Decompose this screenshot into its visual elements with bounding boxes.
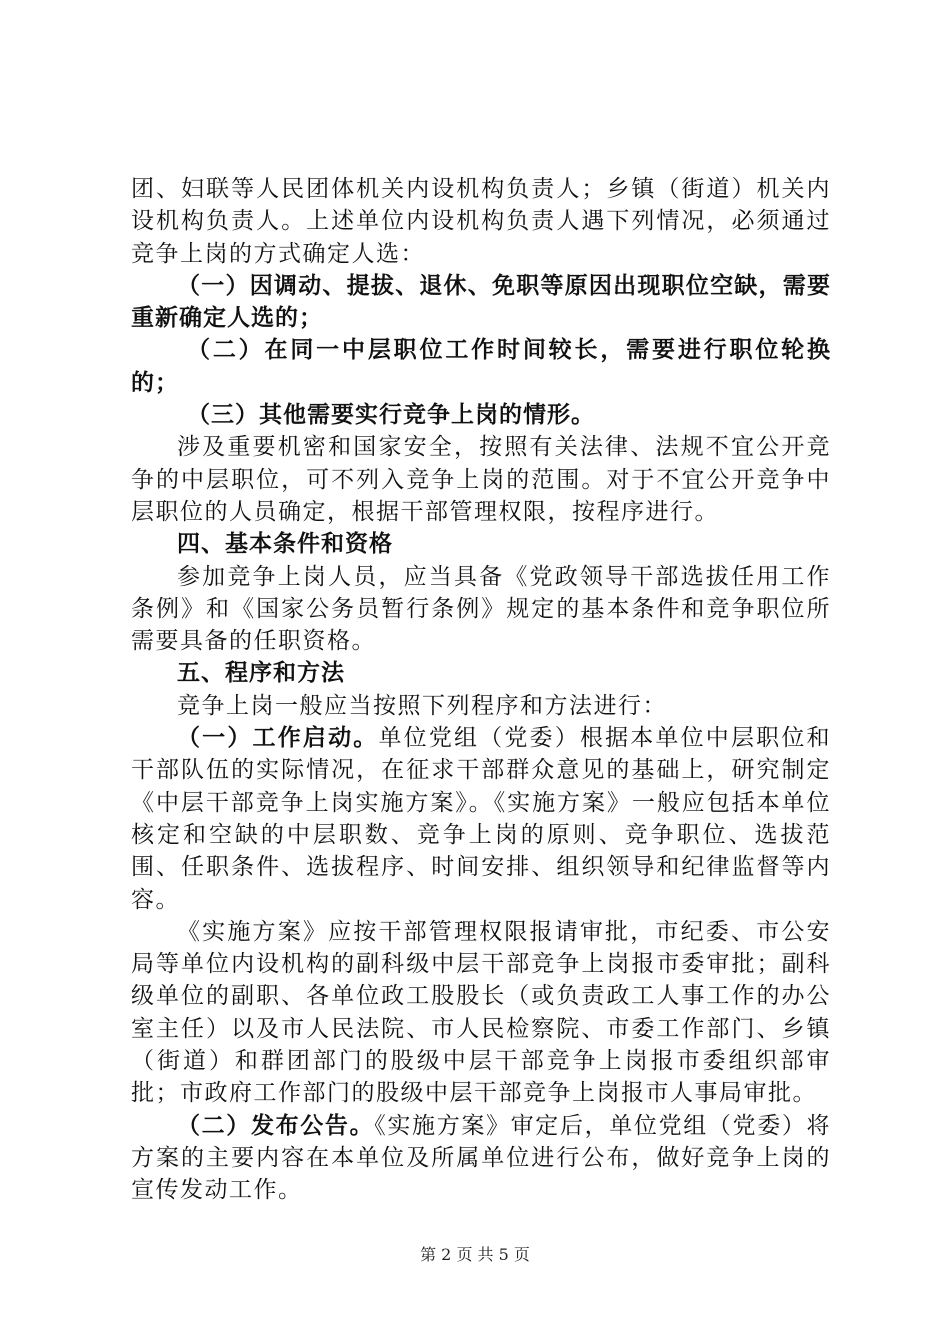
document-body <box>131 173 831 1207</box>
paragraph-procedure: 竞争上岗一般应当按照下列程序和方法进行： <box>177 692 667 719</box>
step-2-lead: （二）发布公告。 <box>177 1112 375 1139</box>
step-1-lead: （一）工作启动。 <box>177 725 379 752</box>
case-item-2: （二）在同一中层职位工作时间较长，需要进行职位轮换的； <box>131 337 831 396</box>
section-heading-5: 五、程序和方法 <box>177 660 345 687</box>
step-2-text: 《实施方案》审定后，单位党组（党委）将方案的主要内容在本单位及所属单位进行公布，做好竞争上岗的宣传发动工作。 <box>131 1112 832 1204</box>
page-footer: 第 2 页 共 5 页 <box>420 1245 530 1264</box>
paragraph-approval: 《实施方案》应按干部管理权限报请审批，市纪委、市公安局等单位内设机构的副科级中层干部竞争上岗报市委审批；副科级单位的副职、各单位政工股股长（或负责政工人事工作的办公室主任）以及市人民法院、市人民检察院、市委工作部门、乡镇（街道）和群团部门的股级中层干部竞争上岗报市委组织部审批；市政府工作部门的股级中层干部竞争上岗报市人事局审批。 <box>131 918 831 1107</box>
paragraph-intro: 团、妇联等人民团体机关内设机构负责人；乡镇（街道）机关内设机构负责人。上述单位内设机构负责人遇下列情况，必须通过竞争上岗的方式确定人选： <box>131 176 831 267</box>
case-item-3: （三）其他需要实行竞争上岗的情形。 <box>187 402 595 429</box>
case-item-1: （一）因调动、提拔、退休、免职等原因出现职位空缺，需要重新确定人选的； <box>131 272 831 332</box>
section-heading-4: 四、基本条件和资格 <box>177 531 393 558</box>
paragraph-qualifications: 参加竞争上岗人员，应当具备《党政领导干部选拔任用工作条例》和《国家公务员暂行条例》规定的基本条件和竞争职位所需要具备的任职资格。 <box>131 563 831 655</box>
step-2-paragraph <box>131 1110 831 1207</box>
step-1-paragraph <box>131 722 831 916</box>
step-1-text: 单位党组（党委）根据本单位中层职位和干部队伍的实际情况，在征求干部群众意见的基础上，研究制定《中层干部竞争上岗实施方案》。《实施方案》一般应包括本单位核定和空缺的中层职数、竞争上岗的原则、竞争职位、选拔范围、任职条件、选拔程序、时间安排、组织领导和纪律监督等内容。 <box>131 725 832 913</box>
paragraph-exemption: 涉及重要机密和国家安全，按照有关法律、法规不宜公开竞争的中层职位，可不列入竞争上岗的范围。对于不宜公开竞争中层职位的人员确定，根据干部管理权限，按程序进行。 <box>131 434 831 525</box>
